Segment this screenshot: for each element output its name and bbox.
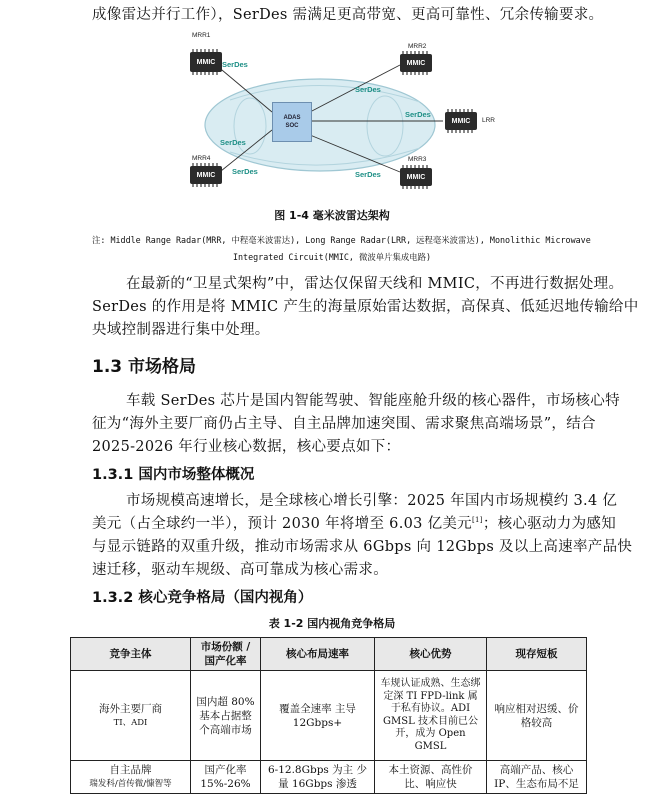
serdes-label: SerDes	[355, 85, 381, 94]
column-header: 现存短板	[487, 638, 587, 671]
serdes-label: SerDes	[232, 167, 258, 176]
label-lrr: LRR	[482, 117, 496, 124]
subsection-heading: 1.3.1 国内市场整体概况	[92, 467, 255, 483]
table-cell: 响应相对迟缓、价格较高	[487, 671, 587, 761]
column-header: 市场份额 / 国产化率	[191, 638, 261, 671]
paragraph-line: SerDes 的作用是将 MMIC 产生的海量原始雷达数据，高保真、低延迟地传输给中	[92, 299, 639, 315]
paragraph-line: 市场规模高速增长，是全球核心增长引擎：2025 年国内市场规模约 3.4 亿	[126, 493, 618, 509]
paragraph-line: 央域控制器进行集中处理。	[92, 322, 270, 338]
serdes-label: SerDes	[355, 170, 381, 179]
paragraph-line: 2025-2026 年行业核心数据，核心要点如下：	[92, 439, 401, 455]
paragraph-line: 与显示链路的双重升级，推动市场需求从 6Gbps 向 12Gbps 及以上高速率产品快	[92, 539, 633, 555]
paragraph-line: 车载 SerDes 芯片是国内智能驾驶、智能座舱升级的核心器件，市场核心特	[126, 393, 620, 409]
table-header-row	[71, 638, 587, 671]
table-cell: 高端产品、核心 IP、生态布局不足	[487, 761, 587, 794]
table-row	[71, 761, 587, 794]
figure-caption: 图 1-4 毫米波雷达架构	[274, 209, 390, 222]
radar-architecture-figure	[170, 30, 500, 200]
mmic-chip-mrr3: MMIC	[400, 168, 432, 186]
table-cell: 国内超 80% 基本占据整个高端市场	[191, 671, 261, 761]
label-mrr1: MRR1	[192, 32, 211, 39]
serdes-label: SerDes	[405, 110, 431, 119]
label-mrr2: MRR2	[408, 43, 427, 50]
paragraph-line: 征为“海外主要厂商仍占主导、自主品牌加速突围、需求聚焦高端场景”，结合	[92, 416, 596, 432]
table-cell: 车规认证成熟、生态绑定深 TI FPD-link 属于私有协议。ADI GMSL 技术目前已公开，成为 Open GMSL	[375, 671, 487, 761]
column-header: 核心布局速率	[261, 638, 375, 671]
serdes-label: SerDes	[220, 138, 246, 147]
column-header: 核心优势	[375, 638, 487, 671]
figure-note-line2: Integrated Circuit(MMIC, 微波单片集成电路)	[232, 252, 432, 262]
table-cell: 海外主要厂商 TI、ADI	[71, 671, 191, 761]
table-cell: 6-12.8Gbps 为主 少量 16Gbps 渗透	[261, 761, 375, 794]
mmic-chip-mrr4: MMIC	[190, 166, 222, 184]
text-line: 成像雷达并行工作），SerDes 需满足更高带宽、更高可靠性、冗余传输要求。	[92, 7, 604, 23]
table-cell: 覆盖全速率 主导 12Gbps+	[261, 671, 375, 761]
paragraph-line: 速迁移，驱动车规级、高可靠成为核心需求。	[92, 562, 388, 578]
section-heading: 1.3 市场格局	[92, 357, 197, 377]
mmic-chip-mrr2: MMIC	[400, 54, 432, 72]
paragraph-line: 美元（占全球约一半），预计 2030 年将增至 6.03 亿美元[1]；核心驱动力为感知	[92, 516, 617, 532]
figure-note-line1: 注: Middle Range Radar(MRR, 中程毫米波雷达), Long Range Radar(LRR, 远程毫米波雷达), Monolithic Microwave	[92, 235, 591, 245]
table-row	[71, 671, 587, 761]
table-caption: 表 1-2 国内视角竞争格局	[268, 617, 396, 630]
table-cell: 自主品牌 瑞发科/首传微/慷智等	[71, 761, 191, 794]
citation-ref: [1]	[471, 516, 483, 525]
table-cell: 国产化率 15%-26%	[191, 761, 261, 794]
mmic-chip-lrr: MMIC	[445, 112, 477, 130]
adas-soc-box: ADAS SOC	[272, 102, 312, 142]
serdes-label: SerDes	[222, 60, 248, 69]
paragraph-line: 在最新的“卫星式架构”中，雷达仅保留天线和 MMIC，不再进行数据处理。	[126, 276, 624, 292]
column-header: 竞争主体	[71, 638, 191, 671]
label-mrr3: MRR3	[408, 156, 427, 163]
mmic-chip-mrr1: MMIC	[190, 52, 222, 72]
competition-table	[70, 637, 587, 794]
label-mrr4: MRR4	[192, 155, 211, 162]
subsection-heading: 1.3.2 核心竞争格局（国内视角）	[92, 590, 313, 606]
table-cell: 本土资源、高性价比、响应快	[375, 761, 487, 794]
